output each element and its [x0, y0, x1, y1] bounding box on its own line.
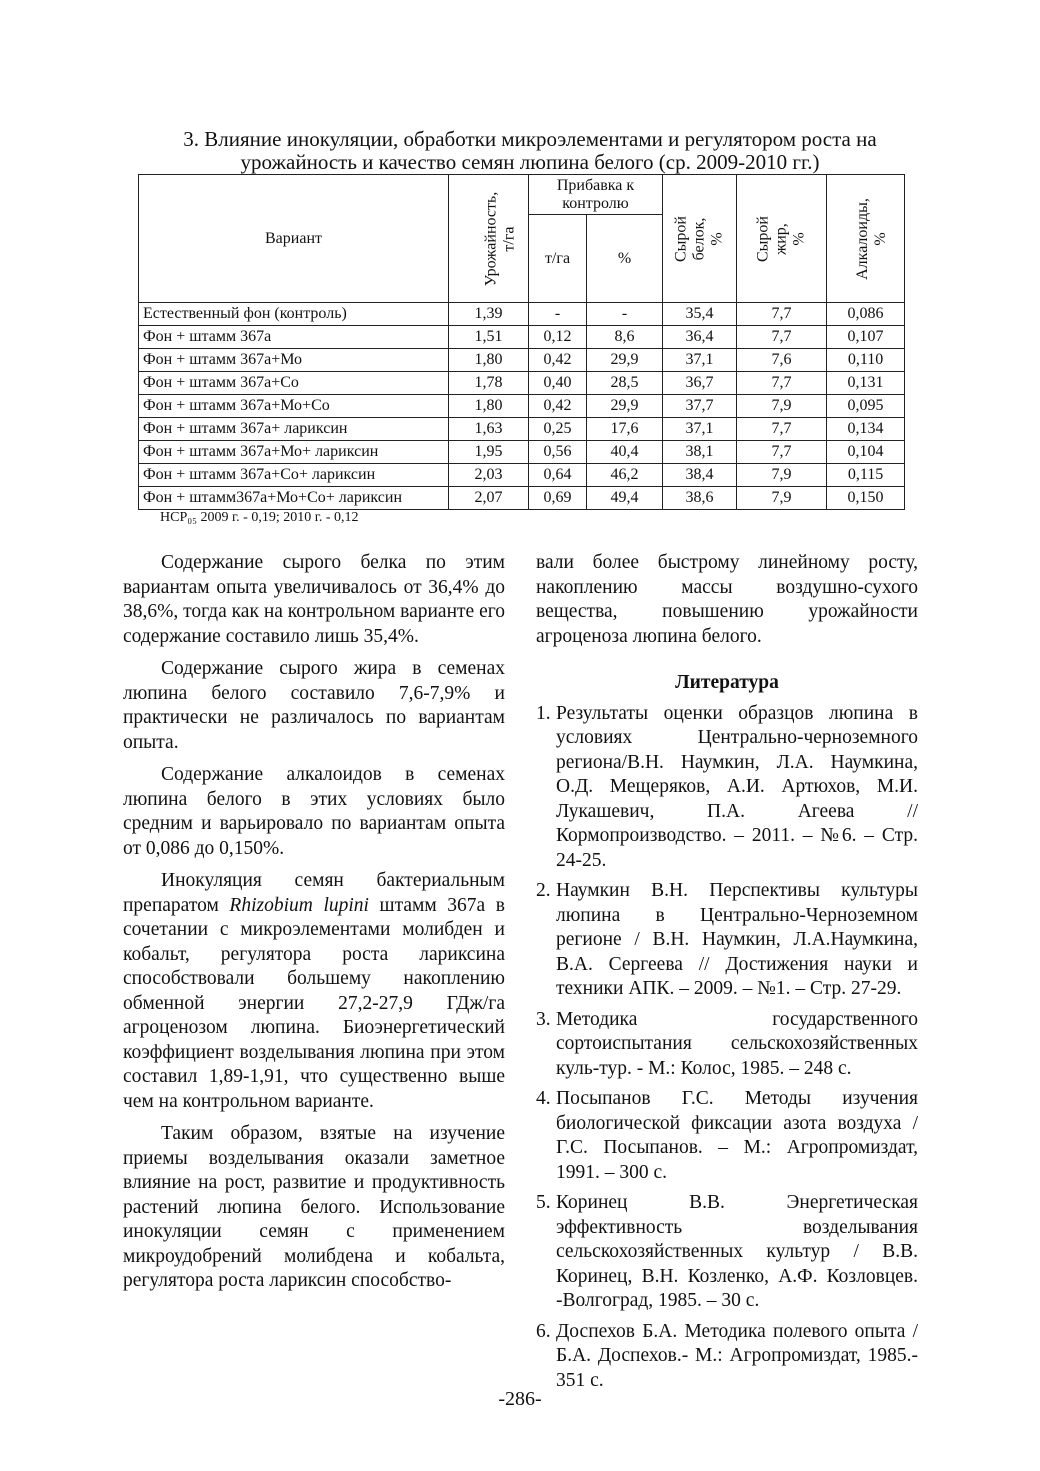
table-row — [139, 441, 905, 464]
results-table — [138, 174, 905, 510]
value-cell: 1,63 — [449, 418, 529, 441]
reference-number: 3. — [536, 1008, 551, 1030]
reference-item — [536, 1320, 918, 1394]
reference-text: Методика государственного сортоиспытания сельскохозяйственных куль-тур. - М.: Колос, 1985. – 248 с. — [556, 1008, 918, 1079]
reference-item — [536, 879, 918, 1002]
table-row — [139, 349, 905, 372]
page-number: -286- — [498, 1388, 542, 1410]
left-column — [123, 551, 505, 1302]
reference-item — [536, 1008, 918, 1082]
paragraph: Содержание сырого жира в семенах люпина белого составило 7,6-7,9% и практически не различалось по вариантам опыта. — [123, 658, 505, 753]
paragraph-continued: вали более быстрому линейному росту, накоплению массы воздушно-сухого вещества, повышению урожайности агроценоза люпина белого. — [536, 552, 918, 647]
lsd-note: НСР₀₅ 2009 г. - 0,19; 2010 г. - 0,12 — [160, 510, 359, 525]
variant-cell: Фон + штамм 367а+Мо+Со — [139, 395, 449, 418]
table-row — [139, 464, 905, 487]
table-row — [139, 303, 905, 326]
reference-text: Доспехов Б.А. Методика полевого опыта / Б.А. Доспехов.- М.: Агропромиздат, 1985.- 351 с. — [556, 1320, 918, 1391]
value-cell: 17,6 — [587, 418, 663, 441]
right-column — [536, 551, 918, 1399]
table-row — [139, 326, 905, 349]
value-cell: 0,40 — [529, 372, 587, 395]
literature-heading: Литература — [675, 672, 779, 693]
value-cell: - — [529, 303, 587, 326]
value-cell: 29,9 — [587, 395, 663, 418]
value-cell: 0,64 — [529, 464, 587, 487]
value-cell: 0,12 — [529, 326, 587, 349]
variant-cell: Фон + штамм 367а+Мо+ лариксин — [139, 441, 449, 464]
header-protein: Сырой белок, % — [663, 175, 737, 303]
value-cell: 38,4 — [663, 464, 737, 487]
value-cell: 0,42 — [529, 349, 587, 372]
value-cell: 37,1 — [663, 349, 737, 372]
header-yield: Урожайность, т/га — [449, 175, 529, 303]
value-cell: 35,4 — [663, 303, 737, 326]
paragraph: Содержание алкалоидов в семенах люпина белого в этих условиях было средним и варьировало по вариантам опыта от 0,086 до 0,150%. — [123, 764, 505, 859]
header-fat: Сырой жир, % — [737, 175, 827, 303]
value-cell: 38,6 — [663, 487, 737, 510]
header-increase-pct: % — [587, 215, 663, 303]
value-cell: 1,39 — [449, 303, 529, 326]
variant-cell: Фон + штамм 367а+Со+ лариксин — [139, 464, 449, 487]
value-cell: 1,80 — [449, 395, 529, 418]
reference-text: Посыпанов Г.С. Методы изучения биологической фиксации азота воздуха / Г.С. Посыпанов. – М.: Агропромиздат, 1991. – 300 с. — [556, 1088, 918, 1183]
value-cell: 7,7 — [737, 418, 827, 441]
table-row — [139, 372, 905, 395]
reference-item — [536, 702, 918, 874]
value-cell: 38,1 — [663, 441, 737, 464]
reference-list — [536, 702, 918, 1394]
value-cell: 7,6 — [737, 349, 827, 372]
reference-number: 1. — [536, 702, 551, 724]
value-cell: 7,7 — [737, 372, 827, 395]
variant-cell: Фон + штамм367а+Мо+Со+ лариксин — [139, 487, 449, 510]
value-cell: 1,80 — [449, 349, 529, 372]
value-cell: 0,69 — [529, 487, 587, 510]
header-variant: Вариант — [139, 175, 449, 303]
reference-text: Результаты оценки образцов люпина в условиях Центрально-черноземного региона/В.Н. Наумкин, Л.А. Наумкина, О.Д. Мещеряков, А.И. Артюхов, М.И. Лукашевич, П.А. Агеева // Кормопроизводство. – 2011. – №6. – Стр. 24-25. — [556, 702, 918, 871]
header-increase-t: т/га — [529, 215, 587, 303]
table-row — [139, 418, 905, 441]
variant-cell: Фон + штамм 367а+ лариксин — [139, 418, 449, 441]
value-cell: 40,4 — [587, 441, 663, 464]
reference-text: Коринец В.В. Энергетическая эффективность возделывания сельскохозяйственных культур / В.В. Коринец, В.Н. Козленко, А.Ф. Козловцев. -Волгоград, 1985. – 30 с. — [556, 1192, 918, 1311]
value-cell: 28,5 — [587, 372, 663, 395]
reference-text: Наумкин В.Н. Перспективы культуры люпина в Центрально-Черноземном регионе / В.Н. Наумкин, Л.А.Наумкина, В.А. Сергеева // Достижения науки и техники АПК. – 2009. – №1. – Стр. 27-29. — [556, 880, 918, 999]
value-cell: 8,6 — [587, 326, 663, 349]
variant-cell: Фон + штамм 367а+Со — [139, 372, 449, 395]
value-cell: 37,7 — [663, 395, 737, 418]
value-cell: 7,9 — [737, 464, 827, 487]
value-cell: 49,4 — [587, 487, 663, 510]
value-cell: - — [587, 303, 663, 326]
value-cell: 7,9 — [737, 395, 827, 418]
paragraph: Содержание сырого белка по этим вариантам опыта увеличивалось от 36,4% до 38,6%, тогда как на контрольном варианте его содержание составило лишь 35,4%. — [123, 552, 505, 647]
table-row — [139, 487, 905, 510]
value-cell: 0,107 — [827, 326, 905, 349]
value-cell: 0,150 — [827, 487, 905, 510]
variant-cell: Фон + штамм 367а — [139, 326, 449, 349]
header-alkaloids: Алкалоиды, % — [827, 175, 905, 303]
reference-item — [536, 1087, 918, 1185]
reference-number: 2. — [536, 880, 551, 901]
reference-number: 6. — [536, 1320, 551, 1342]
reference-number: 4. — [536, 1088, 551, 1109]
value-cell: 1,78 — [449, 372, 529, 395]
reference-number: 5. — [536, 1192, 551, 1213]
value-cell: 7,7 — [737, 303, 827, 326]
value-cell: 29,9 — [587, 349, 663, 372]
value-cell: 46,2 — [587, 464, 663, 487]
table-caption: 3. Влияние инокуляции, обработки микроэлементами и регулятором роста на урожайность и качество семян люпина белого (ср. 2009-2010 гг.) — [183, 127, 877, 174]
variant-cell: Фон + штамм 367а+Мо — [139, 349, 449, 372]
value-cell: 0,25 — [529, 418, 587, 441]
paragraph-inoculation: Инокуляция семян бактериальным препаратом Rhizobium lupini штамм 367а в сочетании с микроэлементами молибден и кобальт, регулятора роста лариксина способствовали большему накоплению обменной энергии 27,2-27,9 ГДж/га агроценозом люпина. Биоэнергетический коэффициент возделывания люпина при этом составил 1,89-1,91, что существенно выше чем на контрольном варианте. — [123, 870, 505, 1112]
value-cell: 1,51 — [449, 326, 529, 349]
value-cell: 2,07 — [449, 487, 529, 510]
value-cell: 0,095 — [827, 395, 905, 418]
value-cell: 7,7 — [737, 326, 827, 349]
value-cell: 7,7 — [737, 441, 827, 464]
value-cell: 1,95 — [449, 441, 529, 464]
value-cell: 36,4 — [663, 326, 737, 349]
value-cell: 0,110 — [827, 349, 905, 372]
value-cell: 0,115 — [827, 464, 905, 487]
table-row — [139, 395, 905, 418]
value-cell: 0,134 — [827, 418, 905, 441]
value-cell: 0,104 — [827, 441, 905, 464]
paragraph: Таким образом, взятые на изучение приемы возделывания оказали заметное влияние на рост, развитие и продуктивность растений люпина белого. Использование инокуляции семян с применением микроудобрений молибдена и кобальта, регулятора роста лариксин способство- — [123, 1123, 505, 1291]
value-cell: 36,7 — [663, 372, 737, 395]
species-name: Rhizobium lupini — [229, 894, 369, 916]
value-cell: 0,56 — [529, 441, 587, 464]
value-cell: 0,131 — [827, 372, 905, 395]
value-cell: 37,1 — [663, 418, 737, 441]
value-cell: 0,086 — [827, 303, 905, 326]
value-cell: 7,9 — [737, 487, 827, 510]
value-cell: 0,42 — [529, 395, 587, 418]
reference-item — [536, 1191, 918, 1314]
header-increase: Прибавка к контролю — [529, 175, 663, 215]
variant-cell: Естественный фон (контроль) — [139, 303, 449, 326]
value-cell: 2,03 — [449, 464, 529, 487]
